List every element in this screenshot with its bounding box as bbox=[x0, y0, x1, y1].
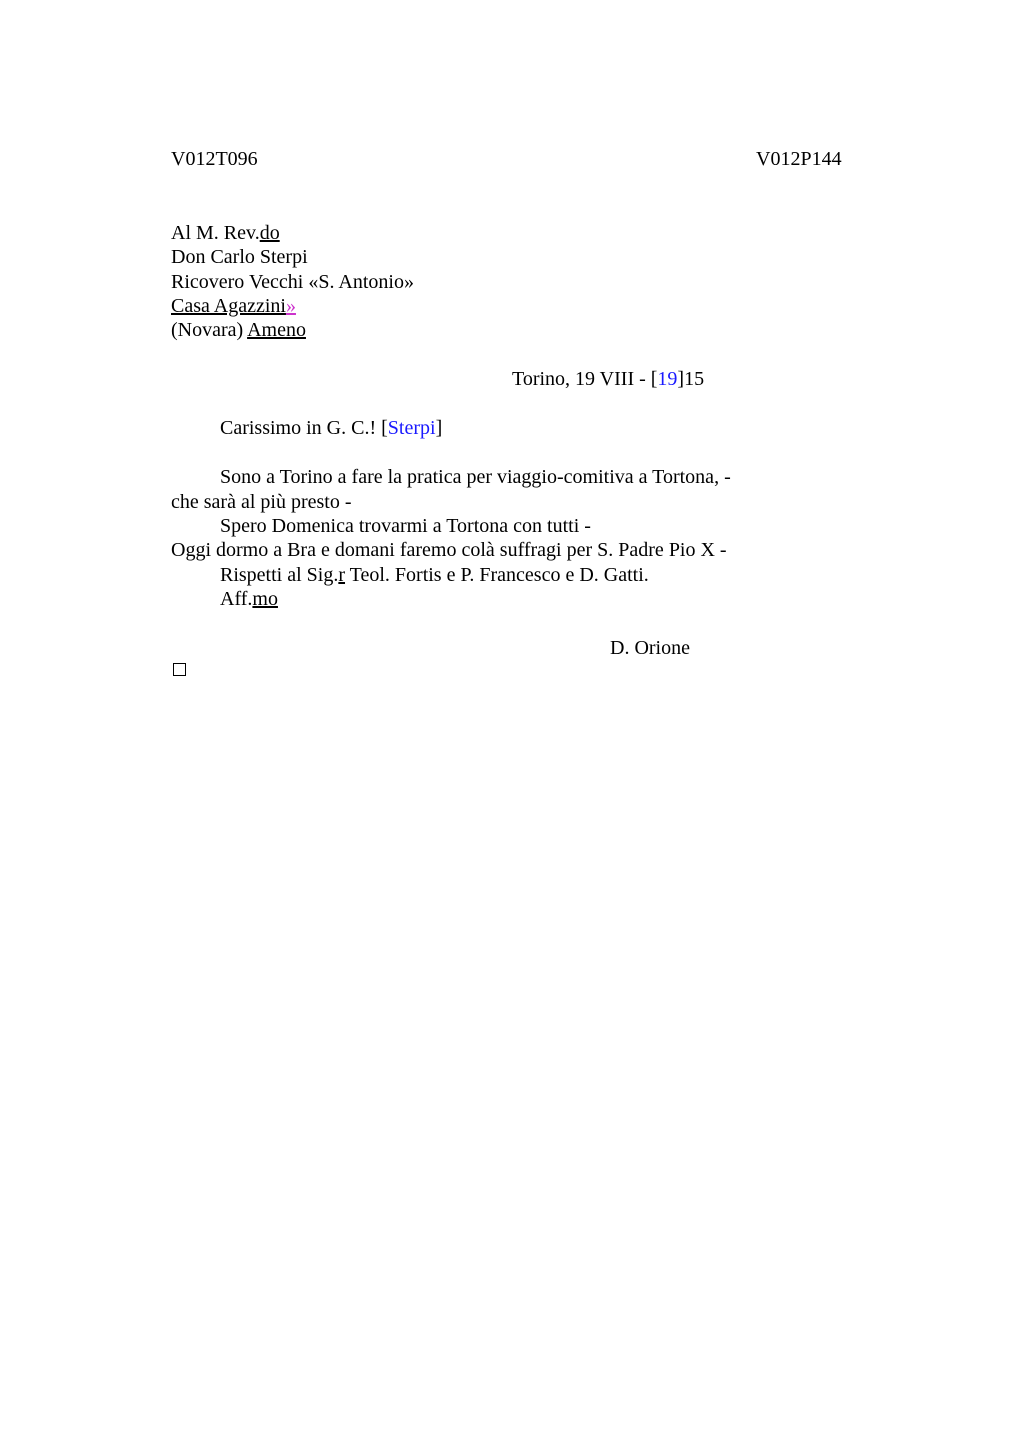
document-code-left: V012T096 bbox=[171, 148, 258, 170]
address-line-1 bbox=[171, 221, 280, 245]
dateline bbox=[512, 367, 704, 391]
dateline-prefix: Torino, 19 VIII - [ bbox=[512, 368, 658, 390]
salutation-text: Carissimo in G. C.! [ bbox=[220, 417, 388, 439]
respects-suffix: Teol. Fortis e P. Francesco e D. Gatti. bbox=[345, 564, 649, 586]
dateline-suffix: ]15 bbox=[677, 368, 705, 390]
address-title: Al M. Rev. bbox=[171, 222, 260, 244]
address-title-abbrev: do bbox=[259, 222, 280, 244]
address-province: (Novara) bbox=[171, 319, 248, 341]
body-line bbox=[220, 563, 649, 587]
body-line: che sarà al più presto - bbox=[171, 491, 352, 513]
closing bbox=[220, 587, 278, 611]
address-line-4 bbox=[171, 294, 296, 318]
address-line-5 bbox=[171, 318, 306, 342]
respects-abbrev: r bbox=[338, 564, 346, 586]
address-place: Ameno bbox=[247, 319, 306, 341]
body-line: Spero Domenica trovarmi a Tortona con tutti - bbox=[220, 515, 591, 537]
closing-prefix: Aff. bbox=[220, 588, 253, 610]
address-line-2: Don Carlo Sterpi bbox=[171, 246, 308, 268]
checkbox-icon bbox=[173, 663, 186, 676]
address-house-mark: » bbox=[285, 295, 296, 317]
address-line-3: Ricovero Vecchi «S. Antonio» bbox=[171, 271, 414, 293]
salutation bbox=[220, 416, 442, 440]
dateline-editorial: 19 bbox=[657, 368, 678, 390]
respects-prefix: Rispetti al Sig. bbox=[220, 564, 339, 586]
closing-abbrev: mo bbox=[252, 588, 278, 610]
address-house: Casa Agazzini bbox=[171, 295, 286, 317]
document-code-right: V012P144 bbox=[756, 148, 842, 170]
body-line: Sono a Torino a fare la pratica per viaggio-comitiva a Tortona, - bbox=[220, 466, 731, 488]
signature: D. Orione bbox=[610, 637, 690, 659]
body-line: Oggi dormo a Bra e domani faremo colà suffragi per S. Padre Pio X - bbox=[171, 539, 727, 561]
salutation-editorial: Sterpi bbox=[387, 417, 436, 439]
salutation-close: ] bbox=[435, 417, 443, 439]
